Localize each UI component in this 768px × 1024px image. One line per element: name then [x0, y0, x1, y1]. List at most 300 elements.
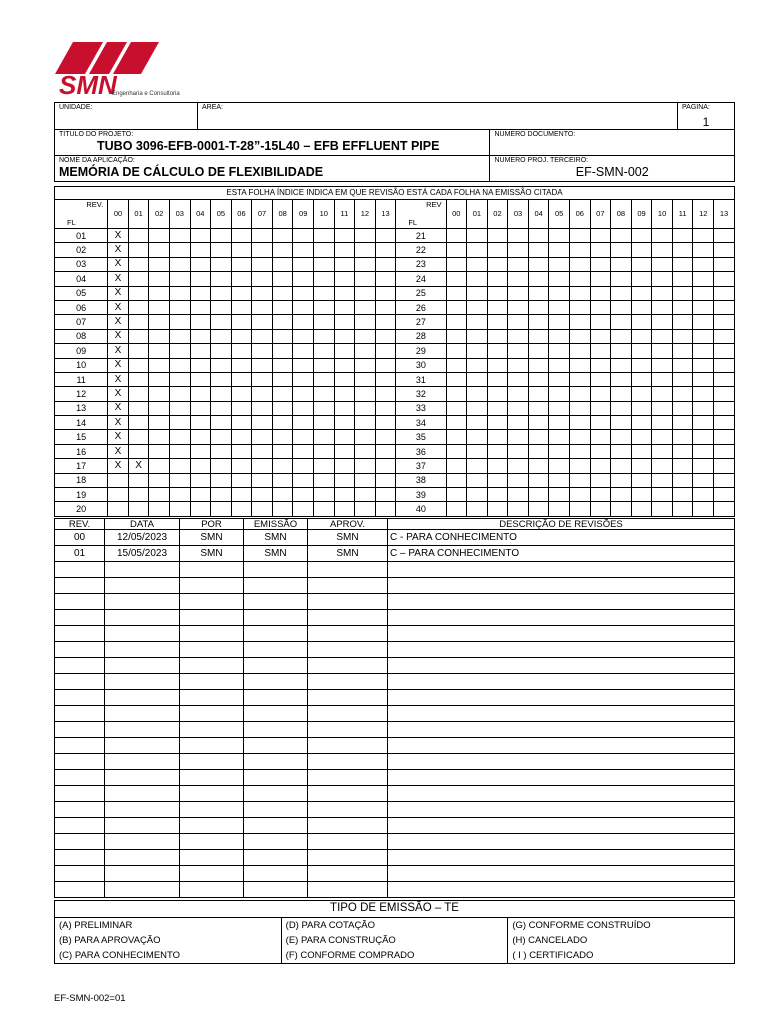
- revision-cell: [272, 502, 293, 516]
- revision-cell: [508, 315, 529, 329]
- revision-cell-data: [105, 882, 180, 898]
- revision-mark: X: [108, 401, 129, 415]
- revision-mark: X: [108, 243, 129, 257]
- revision-cell: [314, 502, 335, 516]
- revision-cell: [334, 488, 355, 502]
- revision-cell: [631, 272, 652, 286]
- revision-cell: [190, 430, 211, 444]
- unidade-cell: [55, 103, 198, 130]
- revision-cell: [631, 502, 652, 516]
- revision-row: [55, 722, 735, 738]
- revision-cell: [293, 344, 314, 358]
- revision-cell: [487, 243, 508, 257]
- revision-cell: [487, 444, 508, 458]
- revision-cell: [508, 300, 529, 314]
- revision-cell-aprov: [308, 818, 388, 834]
- revision-cell: [549, 459, 570, 473]
- revision-cell-por: [180, 866, 244, 882]
- rev-column-header: 07: [590, 200, 611, 229]
- revision-cell: [231, 257, 252, 271]
- revision-cell: [190, 488, 211, 502]
- revision-cell-aprov: [308, 610, 388, 626]
- revision-cell: [334, 358, 355, 372]
- index-grid-row: [55, 430, 735, 444]
- revision-cell: [590, 272, 611, 286]
- revision-cell-descricao: [388, 562, 735, 578]
- revision-cell: [487, 358, 508, 372]
- revision-cell: [631, 286, 652, 300]
- index-grid-row: [55, 243, 735, 257]
- index-grid-row: [55, 315, 735, 329]
- revision-cell: [714, 416, 735, 430]
- revision-mark: X: [108, 459, 129, 473]
- revision-cell-emissao: SMN: [244, 546, 308, 562]
- revision-cell: [569, 430, 590, 444]
- revision-cell: [590, 300, 611, 314]
- revision-cell: [487, 430, 508, 444]
- revision-cell: [446, 430, 467, 444]
- revision-cell-descricao: [388, 658, 735, 674]
- revision-cell: [128, 329, 149, 343]
- revision-cell-por: [180, 818, 244, 834]
- revision-cell: [611, 257, 632, 271]
- revision-cell: [334, 401, 355, 415]
- revision-cell-rev: [55, 626, 105, 642]
- revision-cell: [446, 473, 467, 487]
- issue-type-d: (D) PARA COTAÇÃO: [285, 920, 376, 931]
- revision-cell: [693, 329, 714, 343]
- revision-cell: [549, 300, 570, 314]
- revision-header-rev: REV.: [55, 519, 105, 530]
- revision-header-aprov: APROV.: [308, 519, 388, 530]
- revision-cell: [508, 257, 529, 271]
- revision-cell: [293, 257, 314, 271]
- revision-cell: [487, 344, 508, 358]
- revision-cell: [714, 372, 735, 386]
- revision-cell: [211, 286, 232, 300]
- revision-cell: [252, 315, 273, 329]
- revision-cell: [128, 315, 149, 329]
- revision-cell: [149, 358, 170, 372]
- revision-cell: [631, 387, 652, 401]
- revision-cell-data: [105, 754, 180, 770]
- revision-cell: [672, 257, 693, 271]
- revision-cell: [672, 286, 693, 300]
- index-grid-row: [55, 272, 735, 286]
- rev-column-header: 10: [314, 200, 335, 229]
- revision-cell: [272, 229, 293, 243]
- revision-cell: [569, 229, 590, 243]
- revision-cell-por: [180, 562, 244, 578]
- revision-cell: [334, 315, 355, 329]
- revision-cell: [334, 300, 355, 314]
- revision-cell: [528, 444, 549, 458]
- revision-cell: [211, 502, 232, 516]
- index-grid-row: [55, 416, 735, 430]
- revision-cell: [293, 473, 314, 487]
- revision-cell: [314, 372, 335, 386]
- revision-cell: [272, 488, 293, 502]
- revision-cell: [355, 229, 376, 243]
- revision-cell-aprov: [308, 738, 388, 754]
- revision-cell: [446, 372, 467, 386]
- revision-cell: [487, 300, 508, 314]
- revision-cell: [334, 459, 355, 473]
- revision-cell: [652, 344, 673, 358]
- sheet-number: 02: [55, 243, 108, 257]
- revision-cell: [652, 416, 673, 430]
- revision-cell: [190, 315, 211, 329]
- revision-cell: [631, 473, 652, 487]
- revision-cell: [590, 444, 611, 458]
- index-grid-row: [55, 229, 735, 243]
- revision-cell: [652, 387, 673, 401]
- revision-cell: [334, 473, 355, 487]
- revision-cell-descricao: [388, 834, 735, 850]
- revision-cell: [375, 416, 396, 430]
- revision-cell: [211, 243, 232, 257]
- numproj-label: NUMERO PROJ. TERCEIRO:: [494, 157, 589, 164]
- revision-cell: [549, 387, 570, 401]
- revision-row: [55, 786, 735, 802]
- revision-cell: [569, 344, 590, 358]
- issue-type-col-3: [508, 918, 735, 964]
- revision-cell: [190, 229, 211, 243]
- revision-cell: [293, 272, 314, 286]
- revision-mark: X: [108, 286, 129, 300]
- revision-cell: [467, 257, 488, 271]
- sheet-number: 11: [55, 372, 108, 386]
- revision-cell: [693, 286, 714, 300]
- revision-cell: [293, 416, 314, 430]
- revision-cell: [128, 502, 149, 516]
- revision-cell: [714, 243, 735, 257]
- rev-column-header: 10: [652, 200, 673, 229]
- revision-cell: [272, 387, 293, 401]
- revision-cell: [631, 315, 652, 329]
- revision-cell: [631, 229, 652, 243]
- revision-cell: [528, 229, 549, 243]
- revision-cell: [231, 416, 252, 430]
- revision-cell: [272, 358, 293, 372]
- revision-cell-data: [105, 578, 180, 594]
- revision-cell-emissao: [244, 786, 308, 802]
- sheet-number: 36: [396, 444, 446, 458]
- revision-cell: [569, 459, 590, 473]
- revision-row: [55, 578, 735, 594]
- revision-cell: [528, 416, 549, 430]
- revision-cell: [211, 300, 232, 314]
- revision-cell: [252, 286, 273, 300]
- revision-cell: [672, 387, 693, 401]
- revision-cell: [631, 344, 652, 358]
- revision-cell: [528, 372, 549, 386]
- revision-cell-rev: [55, 658, 105, 674]
- rev-column-header: 08: [272, 200, 293, 229]
- numdoc-cell: [490, 130, 735, 156]
- revision-cell-descricao: [388, 818, 735, 834]
- revision-cell-aprov: [308, 706, 388, 722]
- revision-cell-data: [105, 802, 180, 818]
- revision-cell: [272, 430, 293, 444]
- revision-cell: [549, 315, 570, 329]
- revision-cell: [590, 344, 611, 358]
- rev-column-header: 01: [467, 200, 488, 229]
- revision-cell: [293, 300, 314, 314]
- footer-document-code: EF-SMN-002=01: [54, 993, 126, 1004]
- revision-row: [55, 610, 735, 626]
- revision-cell-por: [180, 690, 244, 706]
- revision-cell: [375, 329, 396, 343]
- revision-row: [55, 754, 735, 770]
- revision-cell: [672, 243, 693, 257]
- revision-cell-por: [180, 738, 244, 754]
- revision-cell: [569, 257, 590, 271]
- revision-cell: [149, 344, 170, 358]
- revision-cell-rev: [55, 738, 105, 754]
- revision-cell: [190, 286, 211, 300]
- revision-cell: [528, 387, 549, 401]
- revision-cell-rev: [55, 850, 105, 866]
- revision-row: [55, 626, 735, 642]
- revision-cell: [314, 286, 335, 300]
- revision-cell: [652, 401, 673, 415]
- rev-column-header: 05: [549, 200, 570, 229]
- revision-cell: [611, 488, 632, 502]
- revision-cell: [272, 243, 293, 257]
- revision-mark: X: [108, 372, 129, 386]
- revision-cell: [190, 243, 211, 257]
- revision-cell: [375, 444, 396, 458]
- revision-cell: [334, 229, 355, 243]
- revision-cell: [272, 329, 293, 343]
- revision-cell: [549, 329, 570, 343]
- revision-cell: [528, 344, 549, 358]
- revision-cell: [528, 473, 549, 487]
- revision-cell: [652, 444, 673, 458]
- revision-cell-aprov: [308, 626, 388, 642]
- revision-cell: [528, 488, 549, 502]
- sheet-number: 05: [55, 286, 108, 300]
- revision-cell: [231, 344, 252, 358]
- revision-cell: [508, 344, 529, 358]
- revision-cell: [549, 243, 570, 257]
- revision-cell: [590, 315, 611, 329]
- revision-cell: [231, 315, 252, 329]
- revision-cell: [190, 344, 211, 358]
- revision-cell: [272, 473, 293, 487]
- titulo-label: TITULO DO PROJETO:: [59, 131, 134, 138]
- revision-cell: [231, 401, 252, 415]
- sheet-number: 29: [396, 344, 446, 358]
- sheet-number: 31: [396, 372, 446, 386]
- revision-cell: [611, 329, 632, 343]
- rev-label: REV: [426, 200, 442, 209]
- revision-cell: [714, 344, 735, 358]
- revision-cell: [169, 358, 190, 372]
- rev-column-header: 00: [446, 200, 467, 229]
- revision-cell: [508, 243, 529, 257]
- revision-cell: [528, 430, 549, 444]
- revision-cell: [375, 401, 396, 415]
- revision-cell: [652, 257, 673, 271]
- revision-cell: [252, 473, 273, 487]
- revision-cell-rev: [55, 802, 105, 818]
- revision-cell-rev: [55, 610, 105, 626]
- revision-cell-aprov: [308, 834, 388, 850]
- revision-cell: [355, 502, 376, 516]
- revision-cell: [590, 358, 611, 372]
- revision-cell-descricao: [388, 786, 735, 802]
- revision-cell: [569, 300, 590, 314]
- revision-cell: [128, 473, 149, 487]
- revision-cell: [467, 358, 488, 372]
- revision-cell: [169, 459, 190, 473]
- revision-cell-rev: [55, 594, 105, 610]
- revision-cell: [272, 286, 293, 300]
- revision-row: [55, 658, 735, 674]
- aplicacao-value: MEMÓRIA DE CÁLCULO DE FLEXIBILIDADE: [59, 165, 324, 179]
- revision-cell: [631, 300, 652, 314]
- revision-cell: [169, 315, 190, 329]
- revision-cell-data: [105, 818, 180, 834]
- revision-cell: [211, 372, 232, 386]
- revision-cell-emissao: [244, 690, 308, 706]
- revision-cell: [446, 315, 467, 329]
- revision-cell: [611, 372, 632, 386]
- pagina-label: PAGINA:: [682, 104, 710, 111]
- revision-cell-rev: [55, 770, 105, 786]
- revision-cell: [528, 401, 549, 415]
- revision-cell: [590, 387, 611, 401]
- titulo-value: TUBO 3096-EFB-0001-T-28”-15L40 – EFB EFFLUENT PIPE: [97, 139, 440, 153]
- revision-cell: [149, 300, 170, 314]
- revision-cell: [231, 272, 252, 286]
- revision-cell-emissao: [244, 722, 308, 738]
- revision-cell: [487, 459, 508, 473]
- revision-cell-por: [180, 594, 244, 610]
- revision-cell: [611, 401, 632, 415]
- revision-cell: [293, 387, 314, 401]
- revision-mark: X: [128, 459, 149, 473]
- revision-cell: [252, 459, 273, 473]
- revision-cell: [169, 430, 190, 444]
- sheet-number: 10: [55, 358, 108, 372]
- revision-cell: [293, 444, 314, 458]
- sheet-number: 04: [55, 272, 108, 286]
- revision-cell-aprov: [308, 850, 388, 866]
- revision-cell: [508, 473, 529, 487]
- sheet-number: 08: [55, 329, 108, 343]
- revision-cell: [355, 488, 376, 502]
- rev-column-header: 11: [334, 200, 355, 229]
- revision-cell-descricao: C - PARA CONHECIMENTO: [388, 530, 735, 546]
- revision-cell: [508, 488, 529, 502]
- area-cell: [198, 103, 678, 130]
- revision-cell: [375, 488, 396, 502]
- rev-column-header: 07: [252, 200, 273, 229]
- rev-column-header: 04: [190, 200, 211, 229]
- sheet-number: 22: [396, 243, 446, 257]
- issue-type-col-2: [281, 918, 508, 964]
- revision-cell: [631, 430, 652, 444]
- index-grid-row: [55, 257, 735, 271]
- sheet-number: 39: [396, 488, 446, 502]
- revision-cell: [549, 257, 570, 271]
- revision-cell: [467, 473, 488, 487]
- revision-cell: [693, 387, 714, 401]
- revision-cell: [590, 416, 611, 430]
- revision-cell: [252, 444, 273, 458]
- revision-cell: [252, 229, 273, 243]
- revision-cell: [693, 473, 714, 487]
- revision-cell: [293, 459, 314, 473]
- revision-cell: [314, 329, 335, 343]
- rev-column-header: 09: [293, 200, 314, 229]
- revision-row: [55, 802, 735, 818]
- revision-cell-aprov: [308, 578, 388, 594]
- revision-cell: [252, 416, 273, 430]
- revision-cell: [714, 229, 735, 243]
- revision-cell: [549, 272, 570, 286]
- revision-cell-por: [180, 674, 244, 690]
- revision-cell: [252, 387, 273, 401]
- revision-cell: [211, 229, 232, 243]
- revision-cell: [211, 488, 232, 502]
- revision-cell-aprov: [308, 690, 388, 706]
- revision-cell: [467, 488, 488, 502]
- revision-row: [55, 594, 735, 610]
- sheet-number: 34: [396, 416, 446, 430]
- revision-cell: [149, 286, 170, 300]
- revision-cell: [169, 300, 190, 314]
- revision-cell: [652, 286, 673, 300]
- revision-cell: [355, 387, 376, 401]
- revision-cell: [446, 257, 467, 271]
- revision-cell: [252, 358, 273, 372]
- revision-cell: [446, 272, 467, 286]
- index-grid-row: [55, 358, 735, 372]
- revision-cell: [446, 401, 467, 415]
- revision-cell: [549, 430, 570, 444]
- revision-cell: [467, 430, 488, 444]
- revision-cell: [590, 372, 611, 386]
- rev-column-header: 13: [714, 200, 735, 229]
- revision-cell: [231, 300, 252, 314]
- revision-cell-aprov: [308, 786, 388, 802]
- revision-cell: [149, 488, 170, 502]
- revision-cell: [569, 444, 590, 458]
- revision-cell: [334, 444, 355, 458]
- revision-cell: [714, 300, 735, 314]
- revision-header-emissao: EMISSÃO: [244, 519, 308, 530]
- revision-row: [55, 738, 735, 754]
- revision-row: [55, 674, 735, 690]
- revision-cell: [149, 229, 170, 243]
- revision-cell: [231, 372, 252, 386]
- revision-cell: [314, 430, 335, 444]
- revision-cell: [528, 315, 549, 329]
- revision-cell: [467, 387, 488, 401]
- index-grid-rev-fl-header-left: [55, 200, 108, 229]
- revision-cell: [211, 444, 232, 458]
- revision-cell: [611, 502, 632, 516]
- revision-cell: [293, 286, 314, 300]
- issue-type-title: TIPO DE EMISSÃO – TE: [55, 901, 735, 918]
- revision-cell: [314, 401, 335, 415]
- revision-cell: [487, 473, 508, 487]
- revision-cell-por: SMN: [180, 546, 244, 562]
